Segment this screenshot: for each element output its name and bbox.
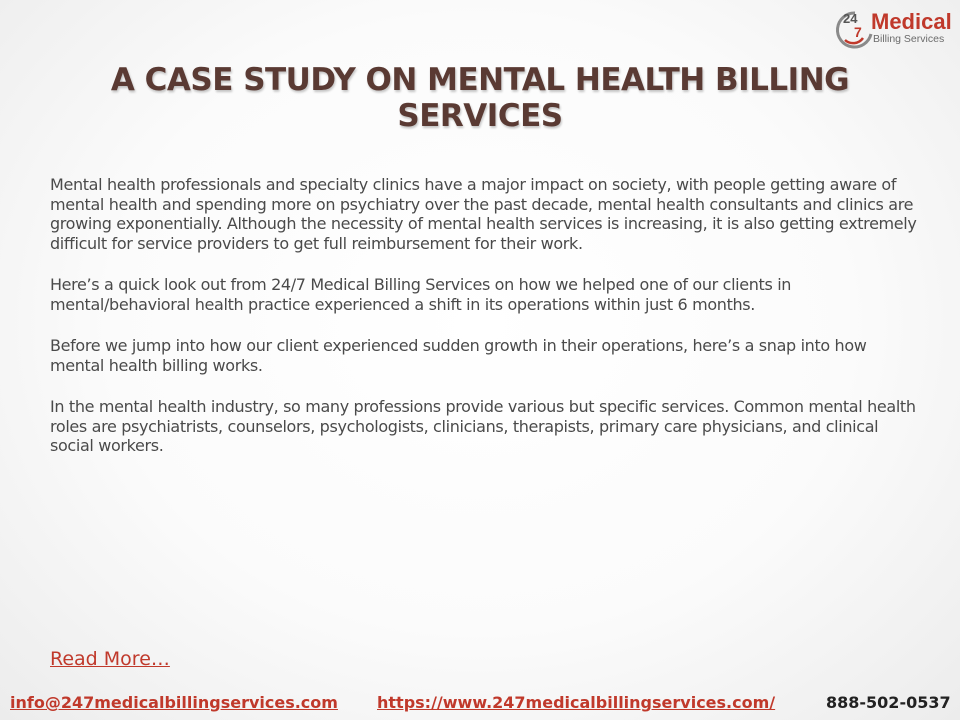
paragraph-industry-roles: In the mental health industry, so many professions provide various but specific services. Common mental health roles are psychiatrists, counselors, psychologists, clinicians, therapists, primary care physicians, and clinical social workers. [50,397,916,455]
footer-contact-bar [0,690,960,720]
paragraph-before-jump: Before we jump into how our client experienced sudden growth in their operations, here’s a snap into how mental health billing works. [50,336,867,375]
company-logo [833,8,953,50]
read-more-link[interactable]: Read More… [50,648,170,670]
footer-website-link[interactable]: https://www.247medicalbillingservices.com/ [377,693,776,712]
page-title: A CASE STUDY ON MENTAL HEALTH BILLING SERVICES [110,62,850,134]
body-content [50,175,922,478]
logo-wordmark: Medical [871,9,952,34]
logo-tagline: Billing Services [873,33,945,45]
paragraph-intro: Mental health professionals and specialty clinics have a major impact on society, with people getting aware of mental health and spending more on psychiatry over the past decade, mental health consultants and clinics are growing exponentially. Although the necessity of mental health services is increasing, it is also getting extremely difficult for service providers to get full reimbursement for their work. [50,175,917,253]
footer-phone-number: 888-502-0537 [826,693,951,712]
paragraph-quick-look: Here’s a quick look out from 24/7 Medical Billing Services on how we helped one of our clients in mental/behavioral health practice experienced a shift in its operations within just 6 months. [50,275,792,314]
footer-email-link[interactable]: info@247medicalbillingservices.com [10,693,338,712]
logo-number-7: 7 [854,24,862,40]
logo-number-24: 24 [843,11,858,26]
